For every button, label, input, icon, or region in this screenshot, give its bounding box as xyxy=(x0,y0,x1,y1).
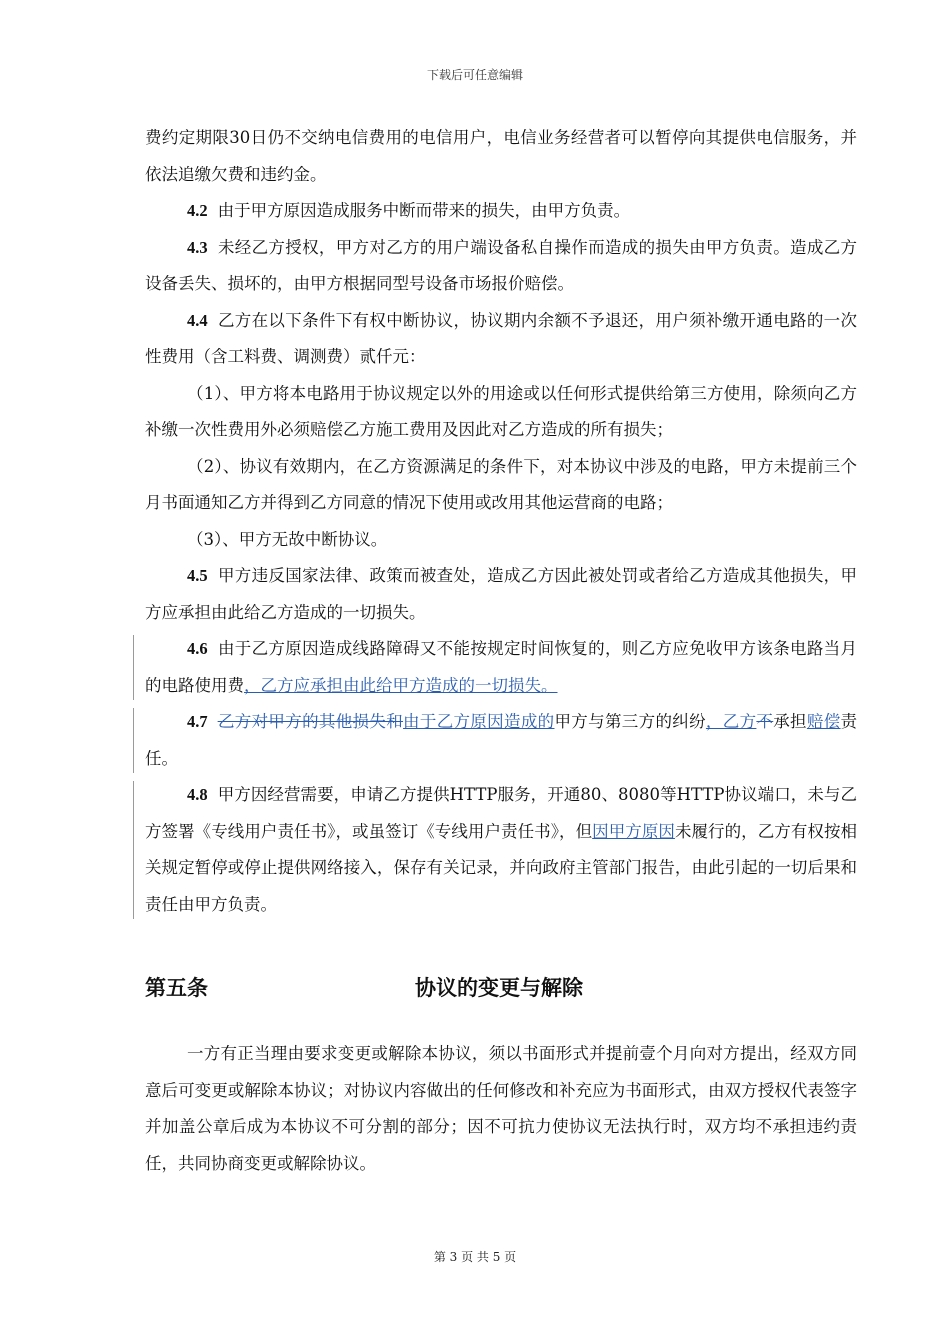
clause-number: 4.6 xyxy=(187,639,208,658)
clause-number: 4.4 xyxy=(187,310,208,330)
inserted-text: 赔偿 xyxy=(806,712,841,731)
clause-text: 甲方因经营需要，申请乙方提供HTTP服务，开通80、8080等HTTP协议端口，未与乙方签署《专线用户责任书》，或虽签订《专线用户责任书》，但 xyxy=(145,785,857,841)
clause-text: 责任。 xyxy=(145,712,858,768)
section-label: 第五条 xyxy=(145,975,208,1000)
inserted-text: ，乙方应承担由此给甲方造成的一切损失。 xyxy=(244,675,558,695)
inserted-text: 由于乙方原因造成的 xyxy=(403,712,555,731)
clause-text: 甲方与第三方的纠纷 xyxy=(554,712,706,731)
clause-4-4 xyxy=(145,303,857,376)
section-heading xyxy=(145,972,857,1002)
clause-4-3 xyxy=(145,230,857,303)
clause-4-7 xyxy=(145,704,857,777)
paragraph-continued: 费约定期限30日仍不交纳电信费用的电信用户，电信业务经营者可以暂停向其提供电信服务，并依法追缴欠费和违约金。 xyxy=(145,128,857,184)
clause-text: 未履行的，乙方有权按相关规定暂停或停止提供网络接入，保存有关记录，并向政府主管部门报告，由此引起的一切后果和责任由甲方负责。 xyxy=(145,821,858,914)
section-paragraph: 一方有正当理由要求变更或解除本协议，须以书面形式并提前壹个月向对方提出，经双方同意后可变更或解除本协议；对协议内容做出的任何修改和补充应为书面形式，由双方授权代表签字并加盖公章后成为本协议不可分割的部分；因不可抗力使协议无法执行时，双方均不承担违约责任，共同协商变更或解除协议。 xyxy=(145,1044,857,1173)
clause-4-6 xyxy=(145,631,857,704)
clause-number: 4.3 xyxy=(187,237,208,257)
clause-4-5 xyxy=(145,558,857,631)
inserted-text: ，乙方 xyxy=(705,712,757,731)
page-footer: 第 3 页 共 5 页 xyxy=(433,1250,517,1264)
section-body xyxy=(145,1036,857,1182)
clause-4-2 xyxy=(145,193,857,230)
clause-number: 4.5 xyxy=(187,566,208,585)
condition-1: （1）、甲方将本电路用于协议规定以外的用途或以任何形式提供给第三方使用，除须向乙方补缴一次性费用外必须赔偿乙方施工费用及因此对乙方造成的所有损失； xyxy=(145,383,857,439)
clause-4-8 xyxy=(145,777,857,923)
deleted-text: 不 xyxy=(756,712,774,731)
clause-text: 未经乙方授权，甲方对乙方的用户端设备私自操作而造成的损失由甲方负责。造成乙方设备丢失、损坏的，由甲方根据同型号设备市场报价赔偿。 xyxy=(145,237,857,293)
clause-text: 乙方在以下条件下有权中断协议，协议期内余额不予退还，用户须补缴开通电路的一次性费用（含工料费、调测费）贰仟元： xyxy=(145,310,857,366)
clause-number: 4.8 xyxy=(187,785,208,804)
clause-text: 承担 xyxy=(773,712,807,731)
clause-text: 由于甲方原因造成服务中断而带来的损失，由甲方负责。 xyxy=(217,201,631,220)
page-header: 下载后可任意编辑 xyxy=(426,68,523,82)
clause-text: 甲方违反国家法律、政策而被查处，造成乙方因此被处罚或者给乙方造成其他损失，甲方应承担由此给乙方造成的一切损失。 xyxy=(145,566,857,622)
clause-number: 4.2 xyxy=(187,201,208,220)
clause-text: 由于乙方原因造成线路障碍又不能按规定时间恢复的，则乙方应免收甲方该条电路当月的电路使用费 xyxy=(145,639,857,695)
clause-number: 4.7 xyxy=(187,712,208,731)
deleted-text: 乙方对甲方的其他损失和 xyxy=(217,712,404,731)
document-body xyxy=(145,120,857,923)
section-title: 协议的变更与解除 xyxy=(415,975,583,1000)
inserted-text: 因甲方原因 xyxy=(592,821,675,841)
condition-3: （3）、甲方无故中断协议。 xyxy=(187,529,388,549)
condition-2: （2）、协议有效期内，在乙方资源满足的条件下，对本协议中涉及的电路，甲方未提前三个月书面通知乙方并得到乙方同意的情况下使用或改用其他运营商的电路； xyxy=(145,456,857,512)
